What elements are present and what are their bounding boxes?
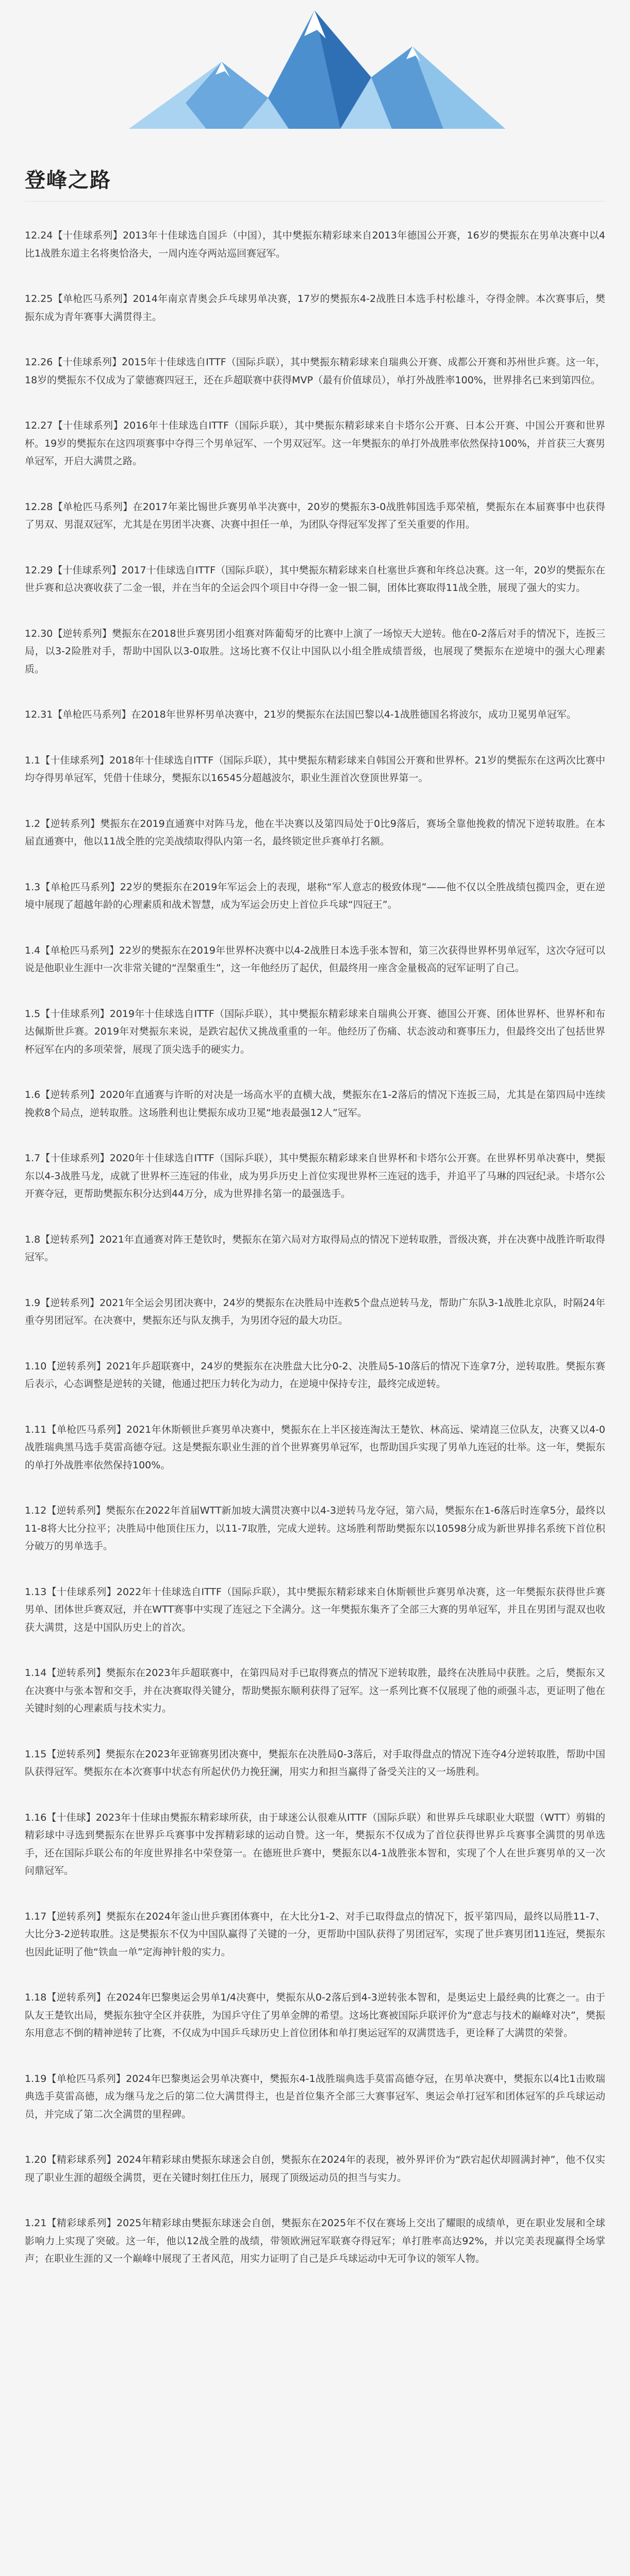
timeline-entry: 1.13【十佳球系列】2022年十佳球选自ITTF（国际乒联），其中樊振东精彩球来自休斯顿世乒赛男单决赛，这一年樊振东获得世乒赛男单、团体世乒赛双冠，并在WTT赛事中实现了连冠之下全满分。这一年樊振东集齐了全部三大赛的男单冠军，并且在男团与混双也收获大满贯，这是中国队历史上的首次。 [25, 1586, 605, 1633]
timeline-entry: 1.6【逆转系列】2020年直通赛与许昕的对决是一场高水平的直横大战，樊振东在1-2落后的情况下连扳三局，尤其是在第四局中连续挽救8个局点，逆转取胜。这场胜利也让樊振东成功卫冕“地表最强12人”冠军。 [25, 1089, 605, 1118]
timeline-entry: 1.12【逆转系列】樊振东在2022年首届WTT新加坡大满贯决赛中以4-3逆转马龙夺冠，第六局，樊振东在1-6落后时连拿5分，最终以11-8将大比分拉平；决胜局中他顶住压力，以11-7取胜，完成大逆转。这场胜利帮助樊振东以10598分成为新世界排名系统下首位积分破万的男单选手。 [25, 1505, 605, 1552]
timeline-entry: 1.1【十佳球系列】2018年十佳球选自ITTF（国际乒联），其中樊振东精彩球来自韩国公开赛和世界杯。21岁的樊振东在这两次比赛中均夺得男单冠军，凭借十佳球分，樊振东以16545分超越波尔，职业生涯首次登顶世界第一。 [25, 754, 605, 784]
timeline-entry: 12.26【十佳球系列】2015年十佳球选自ITTF（国际乒联），其中樊振东精彩球来自瑞典公开赛、成都公开赛和苏州世乒赛。这一年，18岁的樊振东不仅成为了蒙德赛四冠王，还在乒超联赛中获得MVP（最有价值球员），单打外战胜率100%，世界排名已来到第四位。 [25, 357, 605, 386]
timeline-entry: 1.10【逆转系列】2021年乒超联赛中，24岁的樊振东在决胜盘大比分0-2、决胜局5-10落后的情况下连拿7分，逆转取胜。樊振东赛后表示，心态调整是逆转的关键，他通过把压力转化为动力，在逆境中保持专注，最终完成逆转。 [25, 1360, 605, 1389]
timeline-entry: 1.7【十佳球系列】2020年十佳球选自ITTF（国际乒联），其中樊振东精彩球来自世界杯和卡塔尔公开赛。在世界杯男单决赛中，樊振东以4-3战胜马龙，成就了世界杯三连冠的伟业，成为男乒历史上首位实现世界杯三连冠的选手，并追平了马琳的四冠纪录。卡塔尔公开赛夺冠，更帮助樊振东积分达到44万分，成为世界排名第一的最强选手。 [25, 1153, 605, 1199]
timeline-entry: 1.17【逆转系列】樊振东在2024年釜山世乒赛团体赛中，在大比分1-2、对手已取得盘点的情况下，扳平第四局，最终以局胜11-7、大比分3-2逆转取胜。这是樊振东不仅为中国队赢得了关键的一分，更帮助中国队获得了男团冠军，实现了世乒赛男团11连冠，樊振东也因此证明了他“铁血一单”定海神针般的实力。 [25, 1910, 605, 1958]
timeline-entry: 1.20【精彩球系列】2024年精彩球由樊振东球迷会自创，樊振东在2024年的表现，被外界评价为“跌宕起伏却圆满封神”，他不仅实现了职业生涯的超级全满贯，更在关键时刻扛住压力，展现了顶级运动员的担当与实力。 [25, 2154, 605, 2183]
timeline-entry: 1.8【逆转系列】2021年直通赛对阵王楚钦时，樊振东在第六局对方取得局点的情况下逆转取胜，晋级决赛，并在决赛中战胜许昕取得冠军。 [25, 1233, 605, 1263]
timeline-entry: 1.2【逆转系列】樊振东在2019直通赛中对阵马龙，他在半决赛以及第四局处于0比9落后，赛场全靠他挽救的情况下逆转取胜。在本届直通赛中，他以11战全胜的完美战绩取得队内第一名，最终锁定世乒赛单打名额。 [25, 818, 605, 847]
header-mountain-banner [0, 0, 630, 129]
timeline-entry: 12.25【单枪匹马系列】2014年南京青奥会乒乓球男单决赛，17岁的樊振东4-2战胜日本选手村松雄斗，夺得金牌。本次赛事后，樊振东成为青年赛事大满贯得主。 [25, 293, 605, 323]
timeline-entry: 12.30【逆转系列】樊振东在2018世乒赛男团小组赛对阵葡萄牙的比赛中上演了一场惊天大逆转。他在0-2落后对手的情况下，连扳三局，以3-2险胜对手，帮助中国队以3-0取胜。这场比赛不仅让中国队以小组全胜成绩晋级，也展现了樊振东在逆境中的强大心理素质。 [25, 628, 605, 675]
timeline-entry: 1.19【单枪匹马系列】2024年巴黎奥运会男单决赛中，樊振东4-1战胜瑞典选手莫雷高德夺冠，在男单决赛中，樊振东以4比1击败瑞典选手莫雷高德，成为继马龙之后的第二位大满贯得主，也是首位集齐全部三大赛事冠军、奥运会单打冠军和团体冠军的乒乓球运动员，并完成了第二次全满贯的里程碑。 [25, 2073, 605, 2120]
timeline-entry: 1.5【十佳球系列】2019年十佳球选自ITTF（国际乒联），其中樊振东精彩球来自瑞典公开赛、德国公开赛、团体世界杯、世界杯和布达佩斯世乒赛。2019年对樊振东来说，是跌宕起伏又挑战重重的一年。他经历了伤痛、状态波动和赛事压力，但最终交出了包括世界杯冠军在内的多项荣誉，展现了顶尖选手的硬实力。 [25, 1008, 605, 1055]
mountain-illustration [0, 0, 630, 129]
timeline-entry: 1.9【逆转系列】2021年全运会男团决赛中，24岁的樊振东在决胜局中连救5个盘点逆转马龙，帮助广东队3-1战胜北京队，时隔24年重夺男团冠军。在决赛中，樊振东还与队友携手，为男团夺冠的最大功臣。 [25, 1297, 605, 1326]
timeline-entry: 12.29【十佳球系列】2017十佳球选自ITTF（国际乒联），其中樊振东精彩球来自杜塞世乒赛和年终总决赛。这一年，20岁的樊振东在世乒赛和总决赛收获了二金一银，并在当年的全运会四个项目中夺得一金一银二铜，团体比赛取得11战全胜，展现了强大的实力。 [25, 564, 605, 594]
timeline-entry: 12.24【十佳球系列】2013年十佳球选自国乒（中国），其中樊振东精彩球来自2013年德国公开赛，16岁的樊振东在男单决赛中以4比1战胜东道主名将奥恰洛夫，一周内连夺两站巡回赛冠军。 [25, 230, 605, 259]
timeline-entry: 1.3【单枪匹马系列】22岁的樊振东在2019年军运会上的表现，堪称“军人意志的极致体现”——他不仅以全胜战绩包揽四金，更在逆境中展现了超越年龄的心理素质和战术智慧，成为军运会历史上首位乒乓球“四冠王”。 [25, 881, 605, 910]
timeline-entry: 1.11【单枪匹马系列】2021年休斯顿世乒赛男单决赛中，樊振东在上半区接连淘汰王楚钦、林高远、梁靖崑三位队友，决赛又以4-0战胜瑞典黑马选手莫雷高德夺冠。这是樊振东职业生涯的首个世界赛男单冠军，也帮助国乒实现了男单九连冠的壮举。这一年，樊振东的单打外战胜率依然保持100%。 [25, 1423, 605, 1471]
timeline-entry: 1.14【逆转系列】樊振东在2023年乒超联赛中，在第四局对手已取得赛点的情况下逆转取胜，最终在决胜局中获胜。之后，樊振东又在决赛中与张本智和交手，并在决赛取得关键分，帮助樊振东顺利获得了冠军。这一系列比赛不仅展现了他的顽强斗志，更证明了他在关键时刻的心理素质与技术实力。 [25, 1667, 605, 1714]
timeline-entry: 12.31【单枪匹马系列】在2018年世界杯男单决赛中，21岁的樊振东在法国巴黎以4-1战胜德国名将波尔，成功卫冕男单冠军。 [25, 709, 576, 720]
page-title: 登峰之路 [25, 168, 111, 192]
timeline-entry: 1.4【单枪匹马系列】22岁的樊振东在2019年世界杯决赛中以4-2战胜日本选手张本智和，第三次获得世界杯男单冠军，这次夺冠可以说是他职业生涯中一次非常关键的“涅槃重生”，这一年他经历了起伏，但最终用一座含金量极高的冠军证明了自己。 [25, 944, 605, 974]
timeline-entries [25, 227, 605, 2296]
timeline-entry: 1.15【逆转系列】樊振东在2023年亚锦赛男团决赛中，樊振东在决胜局0-3落后，对手取得盘点的情况下连夺4分逆转取胜，帮助中国队获得冠军。樊振东在本次赛事中状态有所起伏仍力挽狂澜，用实力和担当赢得了备受关注的又一场胜利。 [25, 1748, 605, 1777]
timeline-entry: 1.18【逆转系列】在2024年巴黎奥运会男单1/4决赛中，樊振东从0-2落后到4-3逆转张本智和，是奥运史上最经典的比赛之一。由于队友王楚钦出局，樊振东独守全区并获胜，为国乒守住了男单金牌的希望。这场比赛被国际乒联评价为“意志与技术的巅峰对决”，樊振东用意志不倒的精神逆转了比赛，不仅成为中国乒乓球历史上首位团体和单打奥运冠军的双满贯选手，更诠释了大满贯的荣誉。 [25, 1992, 605, 2039]
timeline-entry: 12.28【单枪匹马系列】在2017年莱比锡世乒赛男单半决赛中，20岁的樊振东3-0战胜韩国选手郑荣植，樊振东在本届赛事中也获得了男双、男混双冠军，尤其是在男团半决赛、决赛中担任一单，为团队夺得冠军发挥了至关重要的作用。 [25, 501, 605, 530]
timeline-entry: 1.21【精彩球系列】2025年精彩球由樊振东球迷会自创，樊振东在2025年不仅在赛场上交出了耀眼的成绩单，更在职业发展和全球影响力上实现了突破。这一年，他以12战全胜的战绩，带领欧洲冠军联赛夺得冠军；单打胜率高达92%，并以完美表现赢得全场掌声；在职业生涯的又一个巅峰中展现了王者风范，用实力证明了自己是乒乓球运动中无可争议的领军人物。 [25, 2217, 605, 2264]
timeline-entry: 1.16【十佳球】2023年十佳球由樊振东精彩球所获，由于球迷公认很难从ITTF（国际乒联）和世界乒乓球职业大联盟（WTT）剪辑的精彩球中寻选到樊振东在世界乒乓赛事中发挥精彩球的运动自赞。这一年，樊振东不仅成为了首位获得世界乒乓赛事全满贯的男单选手，还在国际乒联公布的年度世界排名中荣登第一。在德班世乒赛中，樊振东以4-1战胜张本智和，实现了个人在世乒赛男单的又一次问鼎冠军。 [25, 1811, 605, 1876]
timeline-entry: 12.27【十佳球系列】2016年十佳球选自ITTF（国际乒联），其中樊振东精彩球来自卡塔尔公开赛、日本公开赛、中国公开赛和世界杯。19岁的樊振东在这四项赛事中夺得三个男单冠军、一个男双冠军。这一年樊振东的单打外战胜率依然保持100%，并首获三大赛男单冠军，开启大满贯之路。 [25, 420, 605, 467]
